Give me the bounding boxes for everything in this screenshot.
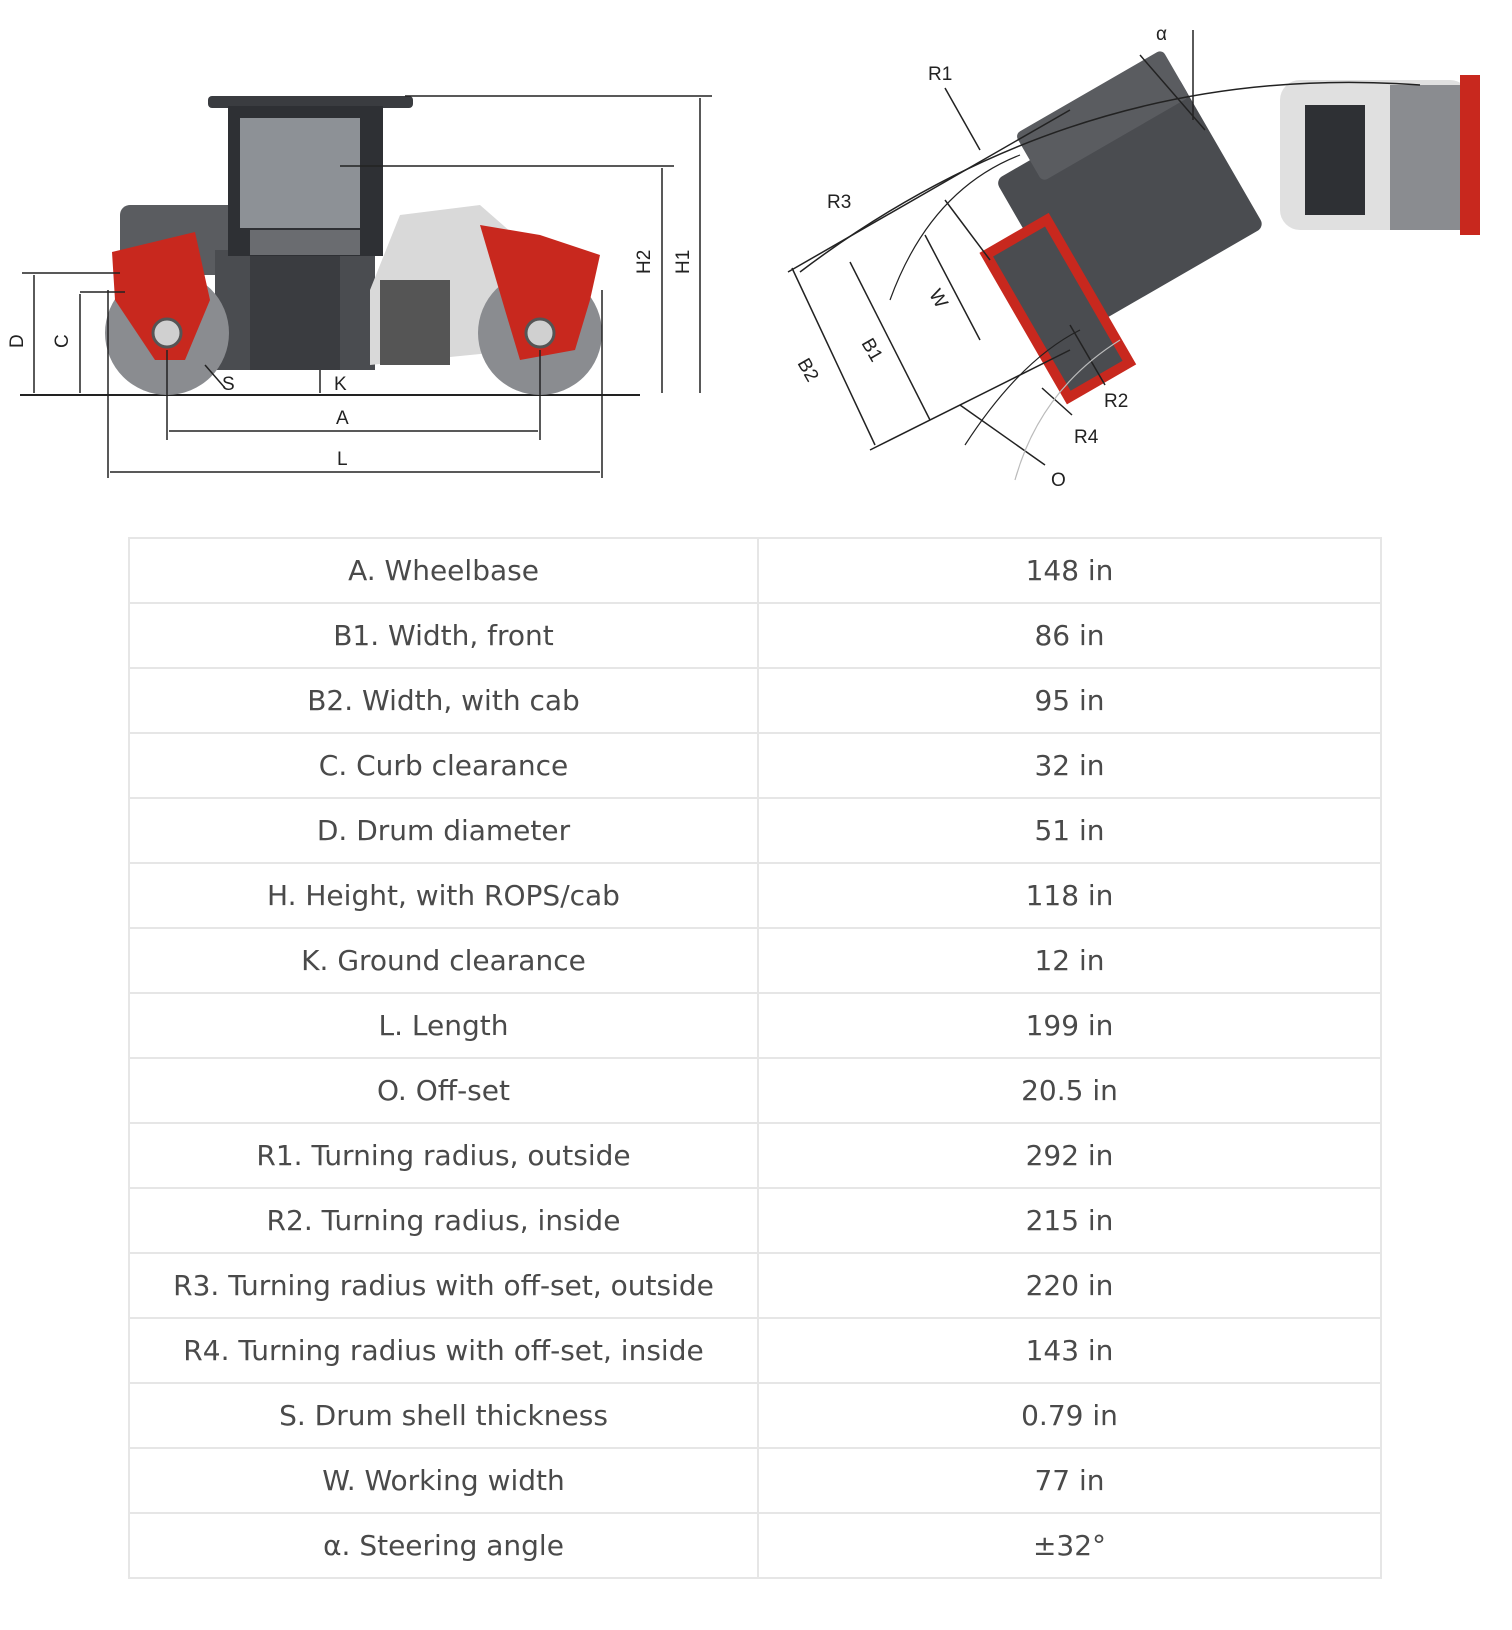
spec-row [129,538,1381,603]
spec-label: L. Length [129,993,758,1058]
label-b2: B2 [792,354,823,386]
spec-value: 77 in [758,1448,1381,1513]
label-c: C [52,334,73,348]
label-r4: R4 [1074,427,1099,448]
label-k: K [334,374,347,395]
side-view-drawing [0,0,730,500]
spec-value: 220 in [758,1253,1381,1318]
label-r2: R2 [1104,391,1129,412]
spec-row [129,1318,1381,1383]
spec-value: 51 in [758,798,1381,863]
top-view-drawing [780,0,1512,500]
spec-label: H. Height, with ROPS/cab [129,863,758,928]
spec-label: B1. Width, front [129,603,758,668]
spec-value: 20.5 in [758,1058,1381,1123]
label-s: S [222,374,235,395]
spec-label: O. Off-set [129,1058,758,1123]
spec-label: S. Drum shell thickness [129,1383,758,1448]
spec-label: C. Curb clearance [129,733,758,798]
spec-label: B2. Width, with cab [129,668,758,733]
spec-label: A. Wheelbase [129,538,758,603]
spec-row [129,733,1381,798]
label-h2: H2 [634,249,655,274]
spec-row [129,668,1381,733]
spec-row [129,798,1381,863]
spec-value: 86 in [758,603,1381,668]
spec-value: 292 in [758,1123,1381,1188]
spec-row [129,1253,1381,1318]
spec-label: α. Steering angle [129,1513,758,1578]
spec-label: R1. Turning radius, outside [129,1123,758,1188]
spec-label: R2. Turning radius, inside [129,1188,758,1253]
label-r3: R3 [827,192,852,213]
spec-row [129,1058,1381,1123]
spec-value: 12 in [758,928,1381,993]
label-r1: R1 [928,64,953,85]
spec-row [129,603,1381,668]
label-b1: B1 [856,334,887,366]
spec-row [129,1448,1381,1513]
spec-value: 148 in [758,538,1381,603]
spec-label: D. Drum diameter [129,798,758,863]
spec-row [129,1513,1381,1578]
spec-row [129,863,1381,928]
spec-row [129,1123,1381,1188]
spec-value: 0.79 in [758,1383,1381,1448]
spec-row [129,928,1381,993]
label-h1: H1 [673,249,694,274]
label-w: W [924,285,952,312]
dimension-figures [0,0,1512,500]
spec-label: W. Working width [129,1448,758,1513]
spec-label: R4. Turning radius with off-set, inside [129,1318,758,1383]
spec-value: 95 in [758,668,1381,733]
label-l: L [337,449,348,470]
spec-value: 199 in [758,993,1381,1058]
label-o: O [1051,470,1066,491]
spec-label: K. Ground clearance [129,928,758,993]
label-alpha: α [1156,24,1167,45]
label-a: A [336,408,349,429]
label-d: D [7,334,28,348]
spec-value: 32 in [758,733,1381,798]
spec-value: ±32° [758,1513,1381,1578]
spec-row [129,993,1381,1058]
spec-row [129,1383,1381,1448]
roller-top-body [937,49,1480,404]
spec-label: R3. Turning radius with off-set, outside [129,1253,758,1318]
specs-table [128,537,1382,1579]
spec-value: 118 in [758,863,1381,928]
spec-value: 143 in [758,1318,1381,1383]
spec-value: 215 in [758,1188,1381,1253]
spec-row [129,1188,1381,1253]
